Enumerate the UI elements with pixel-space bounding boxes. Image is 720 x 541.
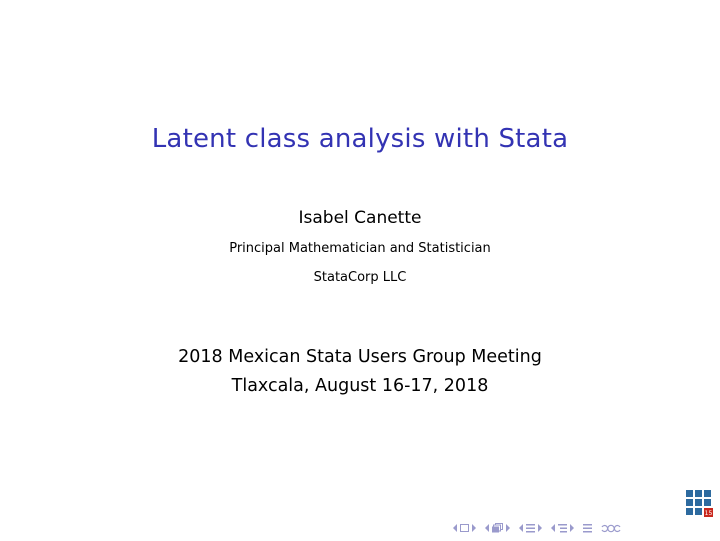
subsection-icon[interactable] [492, 523, 503, 533]
author-affiliation: Principal Mathematician and Statistician [229, 241, 491, 256]
logo-badge: 15 [704, 510, 713, 517]
author-name: Isabel Canette [298, 208, 422, 228]
part-nav-group [550, 524, 575, 533]
slide-title: Latent class analysis with Stata [151, 124, 569, 154]
author-company: StataCorp LLC [313, 270, 407, 285]
search-icon[interactable] [601, 524, 621, 533]
frame-icon[interactable] [460, 524, 469, 532]
section-nav-group [518, 524, 543, 533]
next-section-icon[interactable] [537, 524, 542, 532]
prev-part-icon[interactable] [551, 524, 556, 532]
prev-section-icon[interactable] [519, 524, 524, 532]
navigation-bar [452, 521, 629, 535]
toc-nav-group [582, 524, 593, 533]
frame-nav-group [452, 524, 477, 532]
next-part-icon[interactable] [569, 524, 574, 532]
next-subsection-icon[interactable] [505, 524, 510, 532]
search-nav-group [600, 524, 622, 533]
next-frame-icon[interactable] [471, 524, 476, 532]
event-location: Tlaxcala, August 16-17, 2018 [231, 376, 489, 396]
toc-icon[interactable] [583, 524, 592, 533]
stata-logo-icon [686, 490, 713, 517]
prev-subsection-icon[interactable] [485, 524, 490, 532]
part-icon[interactable] [558, 524, 567, 533]
prev-frame-icon[interactable] [453, 524, 458, 532]
section-icon[interactable] [526, 524, 535, 533]
event-name: 2018 Mexican Stata Users Group Meeting [178, 347, 542, 367]
subsection-nav-group [484, 523, 511, 533]
